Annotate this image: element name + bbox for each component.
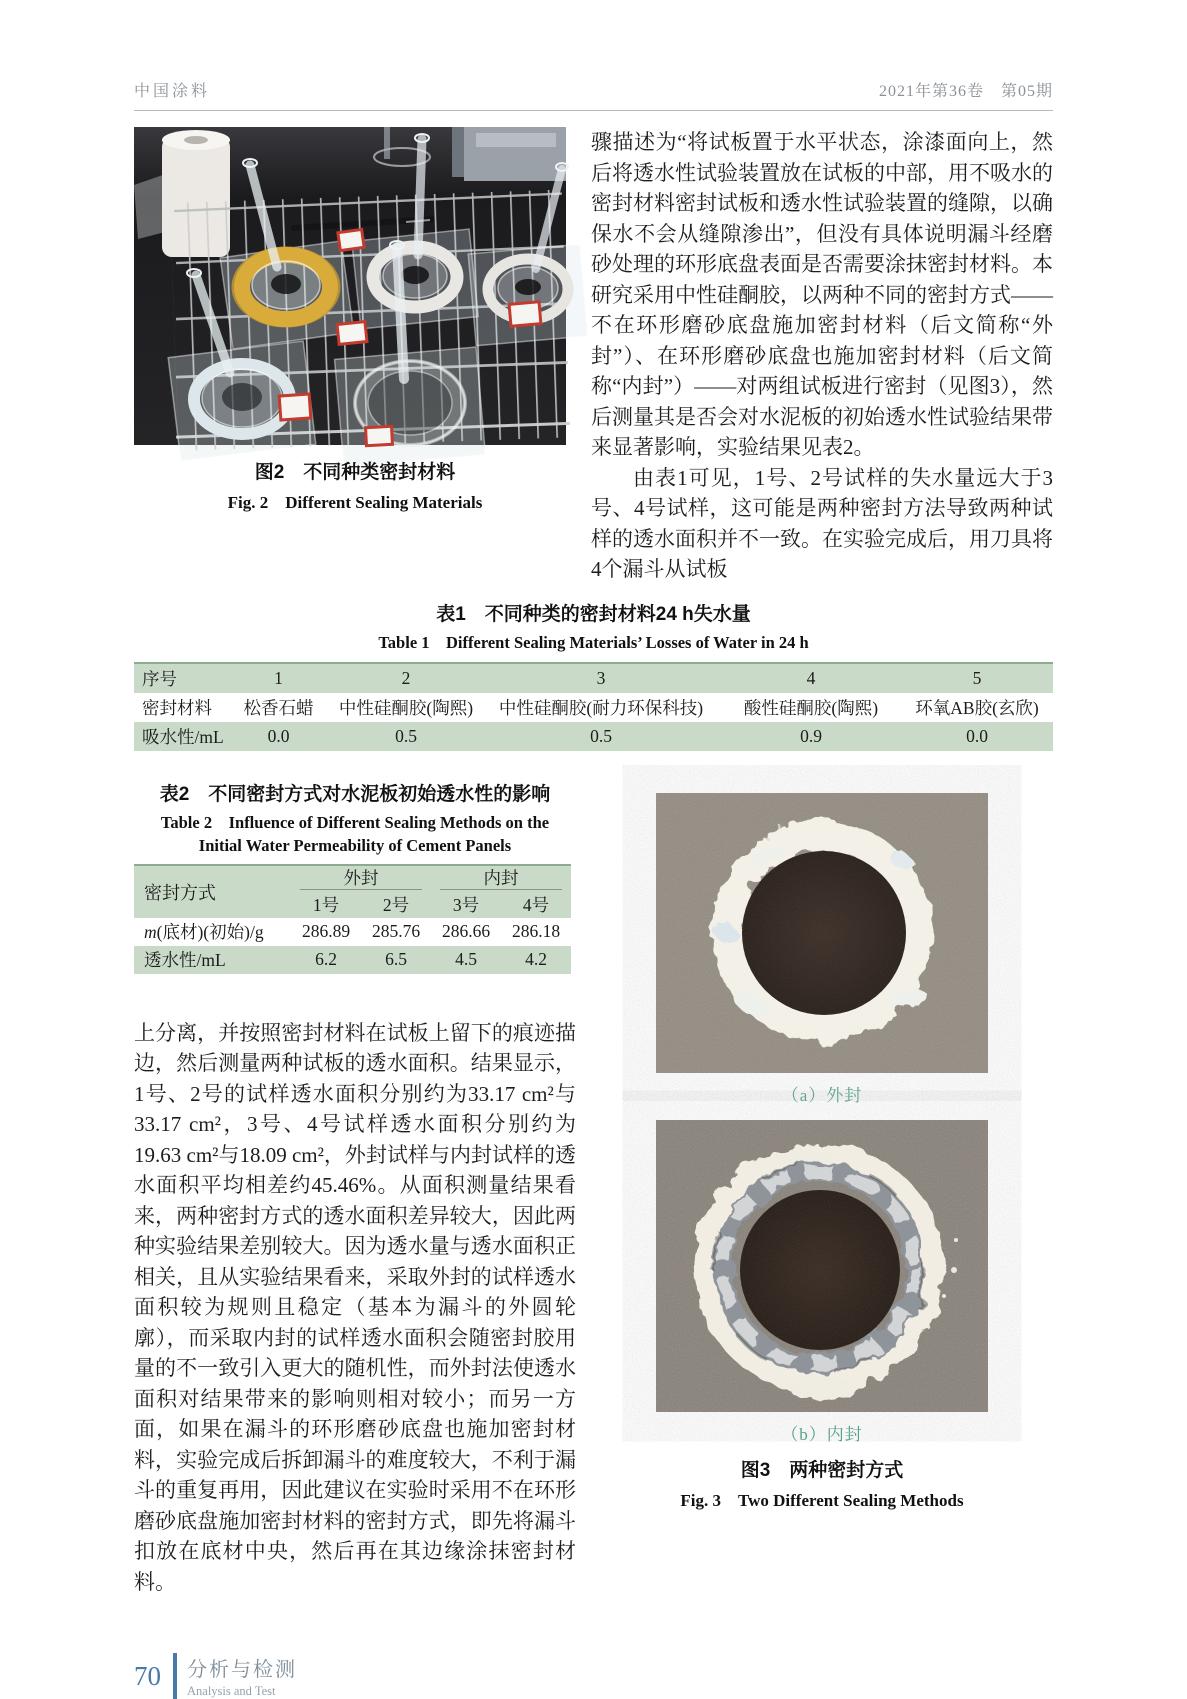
page-footer — [134, 1653, 1187, 1699]
paragraph: 上分离，并按照密封材料在试板上留下的痕迹描边，然后测量两种试板的透水面积。结果显示，1号、2号的试样透水面积分别约为33.17 cm²与33.17 cm²，3号、4号试样透水面积分别约为19.63 cm²与18.09 cm²，外封试样与内封试样的透水面积平均相差约45.46%。从面积测量结果看来，两种密封方式的透水面积差异较大，因此两种实验结果差别较大。因为透水量与透水面积正相关，且从实验结果看来，采取外封的试样透水面积较为规则且稳定（基本为漏斗的外圆轮廓），而采取内封的试样透水面积会随密封胶用量的不一致引入更大的随机性，而外封法使透水面积对结果带来的影响则相对较小；而另一方面，如果在漏斗的环形磨砂底盘也施加密封材料，实验完成后拆卸漏斗的难度较大，不利于漏斗的重复再用，因此建议在实验时采用不在环形磨砂底盘施加密封材料的密封方式，即先将漏斗扣放在底材中央，然后再在其边缘涂抹密封材料。 — [134, 1020, 576, 1594]
page-header — [134, 78, 1053, 111]
table2-title-cn: 表2 不同密封方式对水泥板初始透水性的影响 — [159, 783, 551, 805]
figure2-block — [134, 127, 576, 585]
left-column — [134, 779, 576, 1598]
section-title-cn: 分析与检测 — [187, 1659, 297, 1681]
table-row: 序号 1 2 3 4 5 — [134, 664, 1053, 693]
figure3-caption-en: Fig. 3 Two Different Sealing Methods — [680, 1490, 964, 1510]
table-row: 透水性/mL 6.2 6.5 4.5 4.2 — [134, 946, 571, 974]
table2-title-en-line2: Initial Water Permeability of Cement Panels — [198, 835, 512, 855]
paragraph: 骤描述为“将试板置于水平状态，涂漆面向上，然后将透水性试验装置放在试板的中部，用不吸水的密封材料密封试板和透水性试验装置的缝隙，以确保水不会从缝隙渗出”，但没有具体说明漏斗经磨砂处理的环形底盘表面是否需要涂抹密封材料。本研究采用中性硅酮胶，以两种不同的密封方式——不在环形磨砂底盘施加密封材料（后文简称“外封”）、在环形磨砂底盘也施加密封材料（后文简称“内封”）——对两组试板进行密封（见图3），然后测量其是否会对水泥板的初始透水性试验结果带来显著影响，实验结果见表2。 — [591, 130, 1053, 459]
table2-header: 密封方式 外封 内封 1号 2号 3号 4号 — [134, 866, 571, 918]
figure3-caption-cn: 图3 两种密封方式 — [740, 1459, 904, 1481]
table2-rowhead: 密封方式 — [144, 882, 216, 903]
table2-group-outer: 外封 — [300, 866, 422, 890]
table-row: m(底材)(初始)/g 286.89 285.76 286.66 286.18 — [144, 921, 561, 942]
figure2-caption-cn: 图2 不同种类密封材料 — [254, 462, 456, 483]
table2 — [134, 864, 571, 974]
right-text-column — [591, 127, 1053, 585]
table-row: 密封材料 松香石蜡 中性硅酮胶(陶熙) 中性硅酮胶(耐力环保科技) 酸性硅酮胶(陶熙) 环氧AB胶(玄欣) — [142, 697, 1039, 718]
footer-section — [187, 1653, 297, 1699]
table1 — [134, 662, 1053, 751]
table2-title-en-line1: Table 2 Influence of Different Sealing Methods on the — [160, 812, 550, 832]
inner-seal-photo — [656, 1120, 988, 1412]
lab-photo-illustration — [134, 127, 566, 445]
outer-seal-photo — [656, 793, 988, 1073]
paragraph: 由表1可见，1号、2号试样的失水量远大于3号、4号试样，这可能是两种密封方法导致两种试样的透水面积并不一致。在实验完成后，用刀具将4个漏斗从试板 — [591, 465, 1053, 581]
table1-title-cn: 表1 不同种类的密封材料24 h失水量 — [436, 603, 751, 625]
figure2-caption-en: Fig. 2 Different Sealing Materials — [227, 493, 483, 512]
page-number: 70 — [134, 1660, 161, 1691]
table1-section — [134, 599, 1053, 751]
row-figure2-and-text — [134, 127, 1053, 585]
figure3-photo-a — [656, 793, 988, 1073]
journal-name: 中国涂料 — [134, 83, 211, 100]
table-row: 吸水性/mL 0.0 0.5 0.5 0.9 0.0 — [134, 722, 1053, 751]
issue-info: 2021年第36卷 第05期 — [878, 83, 1053, 100]
section-title-en: Analysis and Test — [187, 1684, 276, 1698]
figure3-photo-b — [656, 1120, 988, 1412]
figure3a-label: （a）外封 — [781, 1085, 863, 1105]
figure3b-label: （b）内封 — [781, 1424, 863, 1444]
paper-page — [0, 78, 1187, 1698]
figure3-block — [591, 779, 1053, 1598]
row-table2-and-figure3 — [134, 779, 1053, 1598]
figure2-photo — [134, 127, 576, 445]
table1-title-en: Table 1 Different Sealing Materials’ Losses of Water in 24 h — [378, 632, 809, 652]
table2-group-inner: 内封 — [440, 866, 562, 890]
footer-divider — [173, 1653, 177, 1699]
